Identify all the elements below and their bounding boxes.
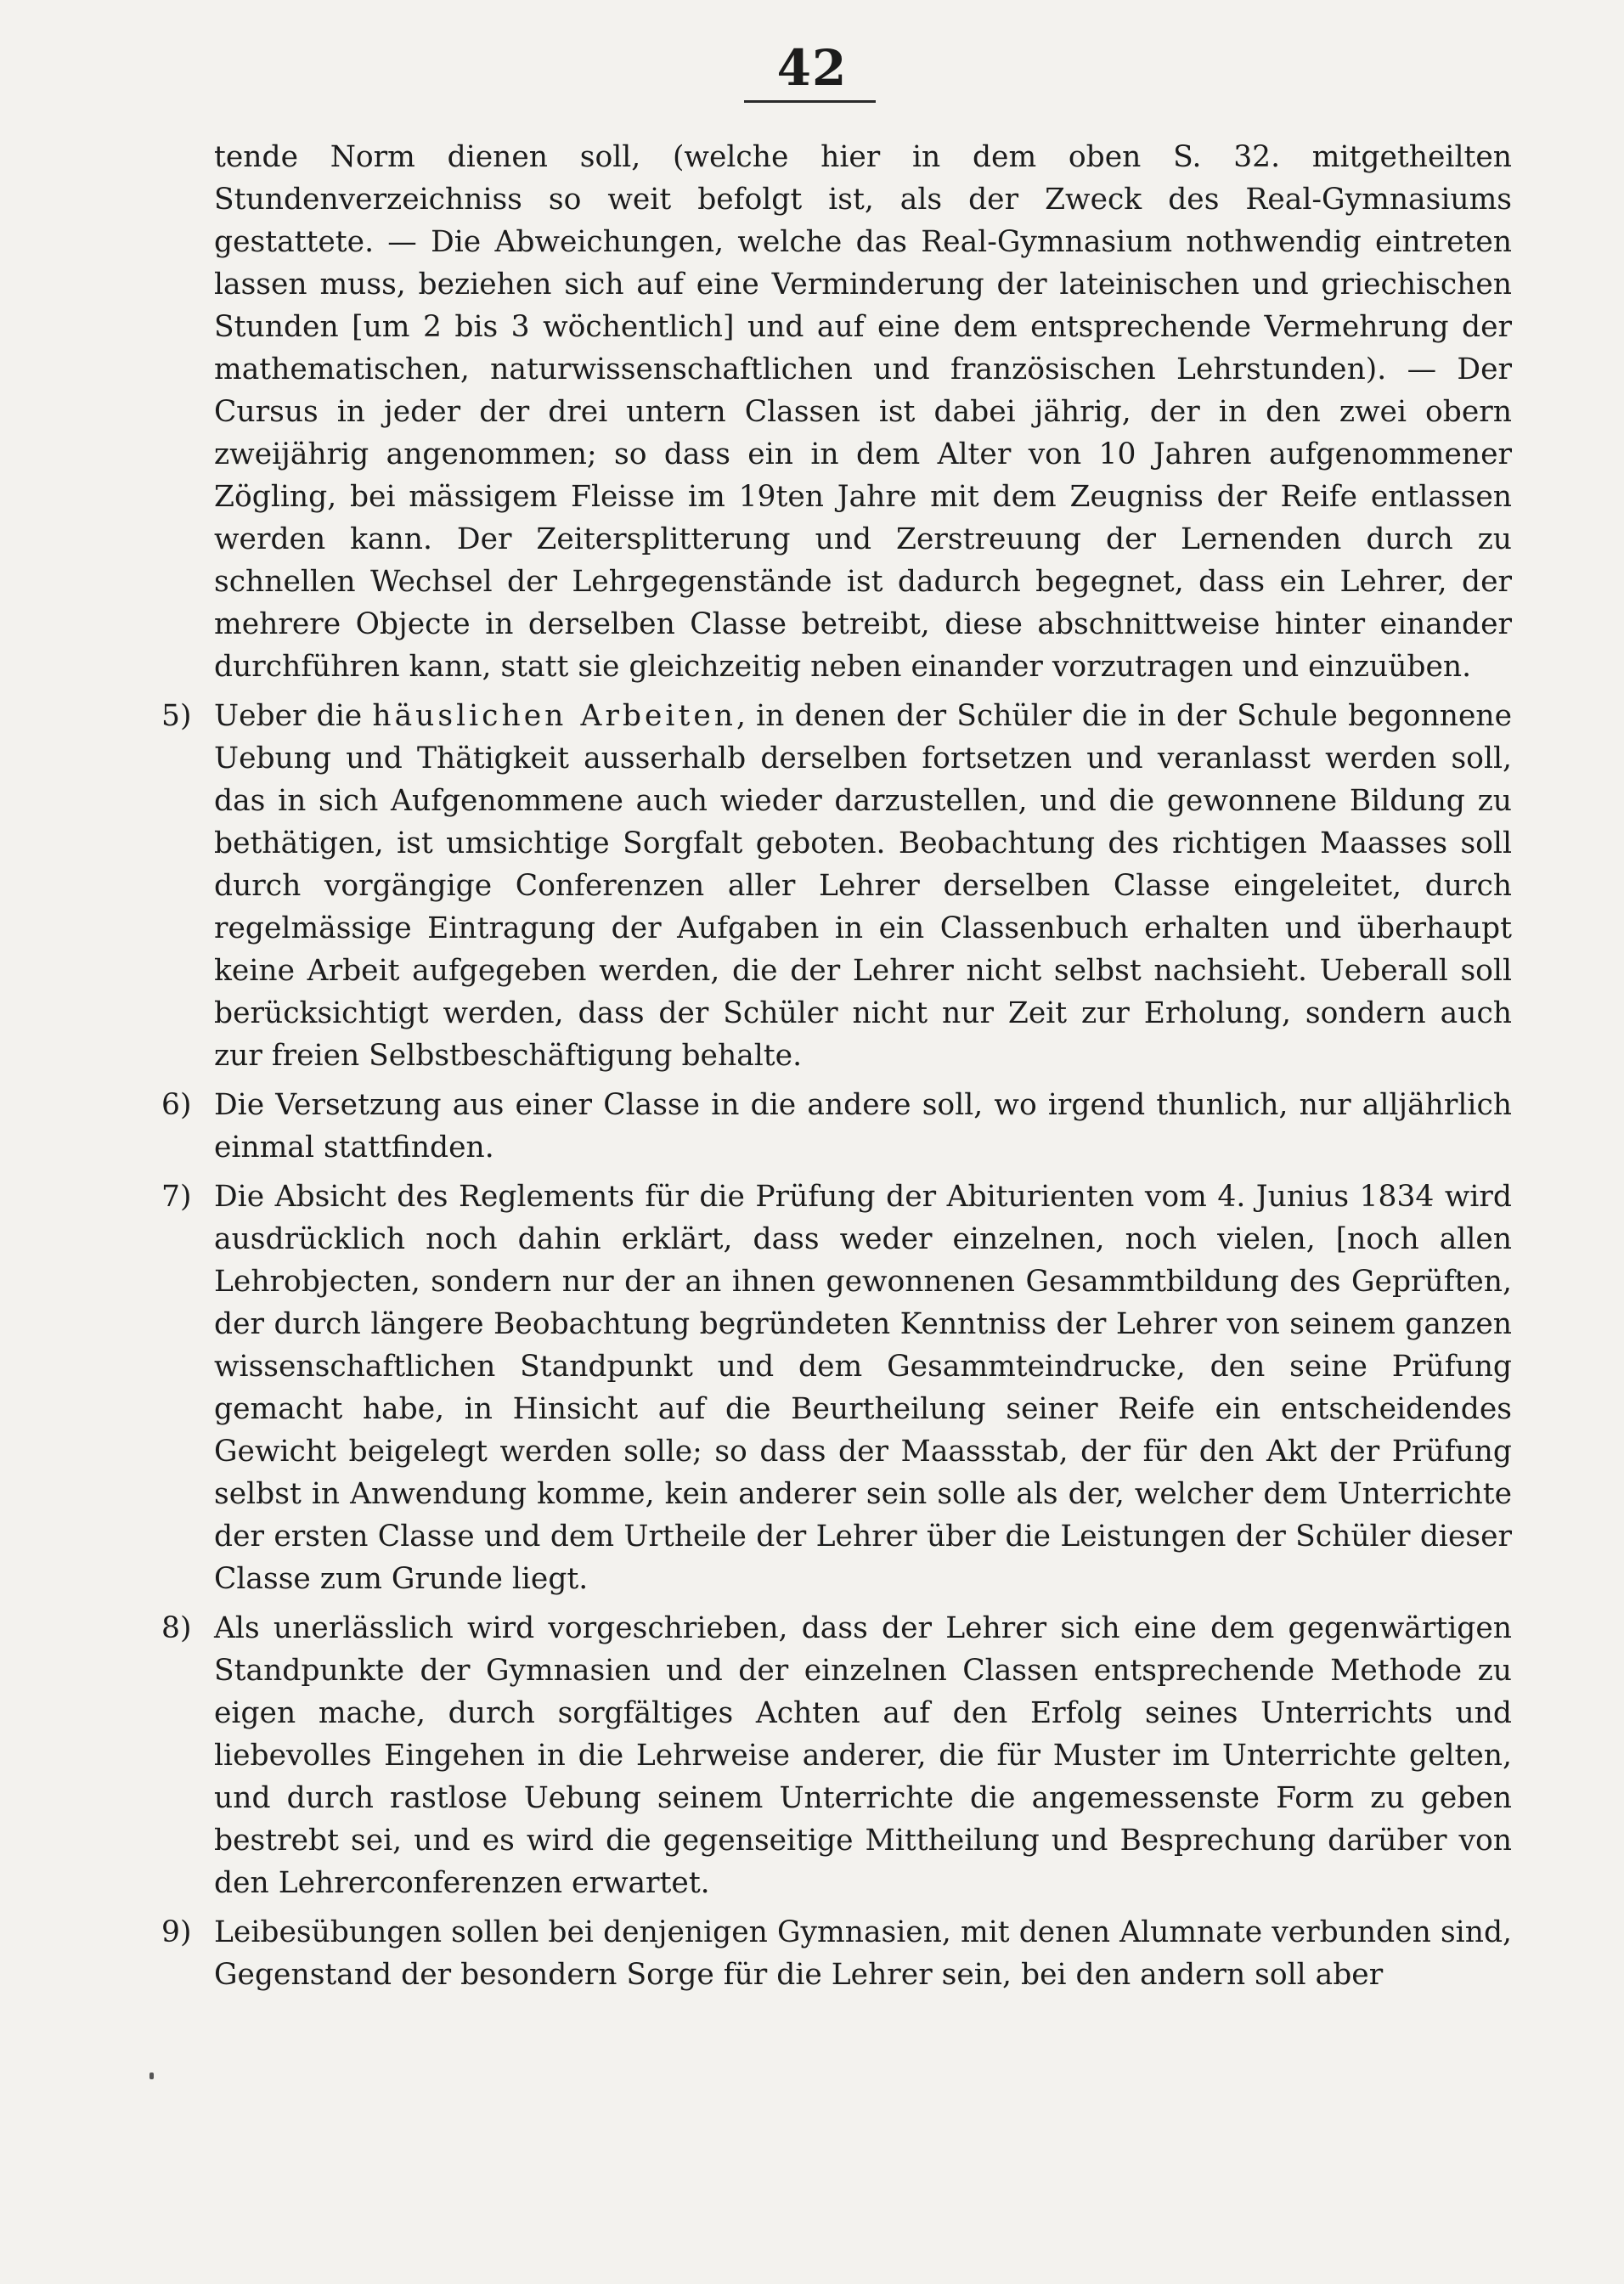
item-number: 9)	[161, 1915, 192, 1949]
item-number: 6)	[161, 1088, 192, 1122]
page-number-rule	[744, 100, 876, 103]
item-text: Als unerlässlich wird vorgeschrieben, dass der Lehrer sich eine dem gegenwärtigen Standpunkte der Gymnasien und der einzelnen Classen entsprechende Methode zu eigen mache, durch sorgfältiges Achten auf den Erfolg seines Unterrichts und liebevolles Eingehen in die Lehrweise anderer, die für Muster im Unterrichte gelten, und durch rastlose Uebung seinem Unterrichte die angemessenste Form zu geben bestrebt sei, und es wird die gegenseitige Mittheilung und Besprechung darüber von den Lehrerconferenzen erwartet.	[214, 1611, 1512, 1900]
margin-mark	[149, 2073, 154, 2079]
item-text	[214, 695, 1512, 1077]
item-number: 7)	[161, 1180, 192, 1214]
list-item-8	[119, 1607, 1512, 1904]
page-number	[0, 39, 1624, 97]
list-item-5	[119, 695, 1512, 1077]
item-number: 8)	[161, 1611, 192, 1645]
item-text: Die Absicht des Reglements für die Prüfung der Abiturienten vom 4. Junius 1834 wird ausdrücklich noch dahin erklärt, dass weder einzelnen, noch vielen, [noch allen Lehrobjecten, sondern nur der an ihnen gewonnenen Gesammtbildung des Geprüften, der durch längere Beobachtung begründeten Kenntniss der Lehrer von seinem ganzen wissenschaftlichen Standpunkt und dem Gesammteindrucke, den seine Prüfung gemacht habe, in Hinsicht auf die Beurtheilung seiner Reife ein entscheidendes Gewicht beigelegt werden solle; so dass der Maassstab, der für den Akt der Prüfung selbst in Anwendung komme, kein anderer sein solle als der, welcher dem Unterrichte der ersten Classe und dem Urtheile der Lehrer über die Leistungen der Schüler dieser Classe zum Grunde liegt.	[214, 1180, 1512, 1596]
item-text: Leibesübungen sollen bei denjenigen Gymnasien, mit denen Alumnate verbunden sind, Gegenstand der besondern Sorge für die Lehrer sein, bei den andern soll aber	[214, 1915, 1512, 1992]
item-rest: , in denen der Schüler die in der Schule begonnene Uebung und Thätigkeit ausserhalb derselben fortsetzen und veranlasst werden soll, das in sich Aufgenommene auch wieder darzustellen, und die gewonnene Bildung zu bethätigen, ist umsichtige Sorgfalt geboten. Beobachtung des richtigen Maasses soll durch vorgängige Conferenzen aller Lehrer derselben Classe eingeleitet, durch regelmässige Eintragung der Aufgaben in ein Classenbuch erhalten und überhaupt keine Arbeit aufgegeben werden, die der Lehrer nicht selbst nachsieht. Ueberall soll berücksichtigt werden, dass der Schüler nicht nur Zeit zur Erholung, sondern auch zur freien Selbstbeschäftigung behalte.	[214, 699, 1512, 1073]
list-item-9	[119, 1911, 1512, 1996]
continued-paragraph: tende Norm dienen soll, (welche hier in dem oben S. 32. mitgetheilten Stundenverzeichniss so weit befolgt ist, als der Zweck des Real-Gymnasiums gestattete. — Die Abweichungen, welche das Real-Gymnasium nothwendig eintreten lassen muss, beziehen sich auf eine Verminderung der lateinischen und griechischen Stunden [um 2 bis 3 wöchentlich] und auf eine dem entsprechende Vermehrung der mathematischen, naturwissenschaftlichen und französischen Lehrstunden). — Der Cursus in jeder der drei untern Classen ist dabei jährig, der in den zwei obern zweijährig angenommen; so dass ein in dem Alter von 10 Jahren aufgenommener Zögling, bei mässigem Fleisse im 19ten Jahre mit dem Zeugniss der Reife entlassen werden kann. Der Zeitersplitterung und Zerstreuung der Lernenden durch zu schnellen Wechsel der Lehrgegenstände ist dadurch begegnet, dass ein Lehrer, der mehrere Objecte in derselben Classe betreibt, diese abschnittweise hinter einander durchführen kann, statt sie gleichzeitig neben einander vorzutragen und einzuüben.	[214, 140, 1512, 684]
list-item-6	[119, 1084, 1512, 1169]
item-number: 5)	[161, 699, 192, 733]
list-item-7	[119, 1176, 1512, 1600]
emphasized-term: häuslichen Arbeiten	[372, 699, 736, 733]
page-body	[119, 136, 1512, 1996]
item-lead: Ueber die	[214, 699, 373, 733]
page-number-text: 42	[776, 39, 848, 97]
item-text: Die Versetzung aus einer Classe in die andere soll, wo irgend thunlich, nur alljährlich einmal stattfinden.	[214, 1088, 1512, 1165]
